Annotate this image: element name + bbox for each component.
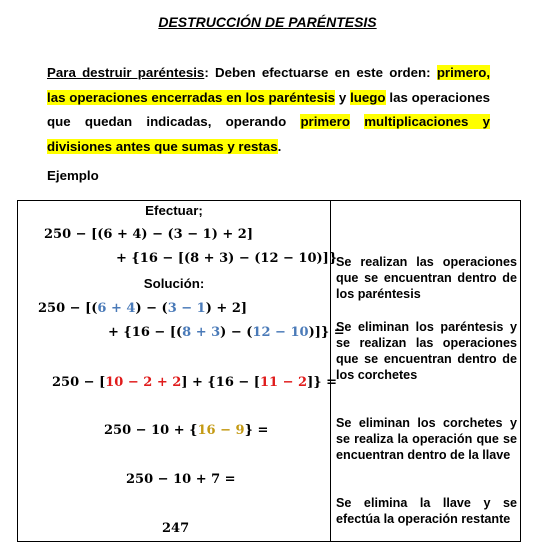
step2-red2: 11 − 2 (259, 375, 308, 390)
step1a-blue2: 3 − 1 (167, 301, 206, 316)
step3-gold: 16 − 9 (197, 423, 245, 438)
step3-line (104, 423, 268, 438)
intro-lead: Para destruir paréntesis (47, 65, 205, 80)
solucion-label: Solución: (143, 276, 205, 291)
intro-and-text: y (335, 89, 351, 105)
step3-part2: } = (244, 423, 269, 438)
explanation-1: Se realizan las operaciones que se encuentran dentro de los paréntesis (336, 255, 517, 301)
result-value: 247 (162, 521, 190, 536)
page-title: DESTRUCCIÓN DE PARÉNTESIS (158, 14, 377, 30)
intro-colon-text: : Deben efectuarse en este orden: (204, 65, 437, 80)
intro-mid-text: las operaciones que quedan indicadas, operando (47, 89, 490, 129)
intro-end: . (277, 138, 282, 154)
expression-line-2: + {16 − [(8 + 3) − (12 − 10)]} (116, 251, 338, 266)
explanation-3: Se eliminan los corchetes y se realiza la operación que se encuentran dentro de la llave (336, 416, 517, 462)
step2-part1: 250 − [ (52, 375, 106, 390)
step1b-blue1: 8 + 3 (182, 325, 221, 340)
explanation-2: Se eliminan los paréntesis y se realizan las operaciones que se encuentran dentro de los corchetes (336, 320, 517, 382)
highlight-primero-2: primero (300, 114, 350, 129)
step1b-part1: + {16 − [( (108, 325, 183, 340)
step1b-blue2: 12 − 10 (252, 325, 309, 340)
math-column (18, 201, 345, 541)
explanation-column (336, 201, 517, 541)
step1a-part3: ) + 2] (205, 301, 248, 316)
step1a-blue1: 6 + 4 (97, 301, 136, 316)
step2-red1: 10 − 2 + 2 (105, 375, 182, 390)
step4-line: 250 − 10 + 7 = (126, 472, 236, 487)
step1a-part1: 250 − [( (38, 301, 98, 316)
efectuar-label: Efectuar; (145, 203, 203, 218)
highlight-luego: luego (350, 89, 386, 105)
step3-part1: 250 − 10 + { (104, 423, 198, 438)
step2-part3: ]} = (307, 375, 337, 390)
intro-paragraph (47, 61, 490, 159)
step1-line-2 (108, 325, 345, 340)
expression-line-1: 250 − [(6 + 4) − (3 − 1) + 2] (44, 227, 253, 242)
highlight-primero: primero, (436, 65, 491, 80)
step1b-part3: )]} = (308, 325, 345, 340)
ejemplo-heading: Ejemplo (47, 168, 99, 183)
step1-line-1 (38, 301, 247, 316)
step1a-part2: ) − ( (135, 301, 168, 316)
step1b-part2: ) − ( (220, 325, 253, 340)
highlight-operaciones: las operaciones encerradas en los paréntesis (47, 89, 336, 105)
highlight-multiplicaciones: multiplicaciones y divisiones antes que sumas y restas (47, 114, 490, 154)
step2-line (52, 375, 337, 390)
explanation-4: Se elimina la llave y se efectúa la operación restante (336, 496, 517, 526)
example-table (17, 200, 521, 542)
step2-part2: ] + {16 − [ (181, 375, 260, 390)
